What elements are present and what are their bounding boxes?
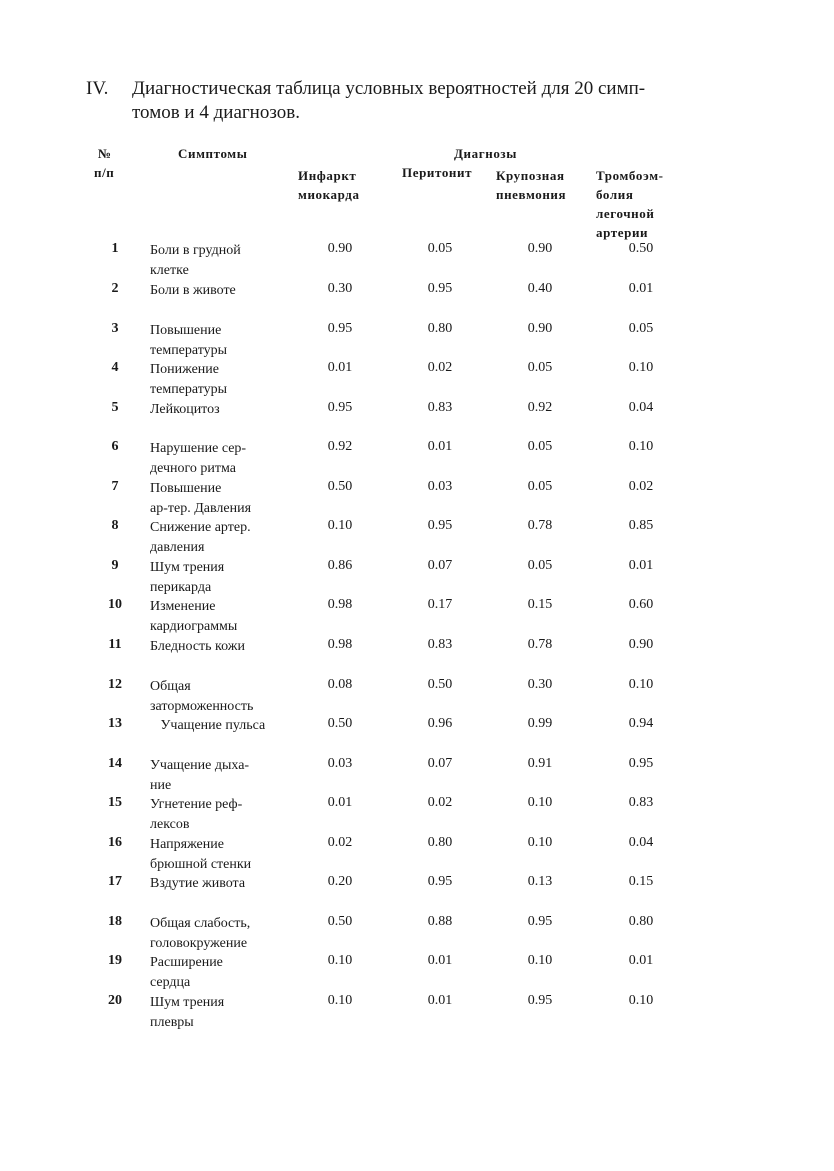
header-diagnosis-1-line-1: Инфаркт xyxy=(298,168,357,183)
row-value-diagnosis-1: 0.03 xyxy=(327,756,353,771)
header-number-label: № xyxy=(98,146,112,161)
row-number: 10 xyxy=(108,597,122,612)
row-value-diagnosis-1: 0.10 xyxy=(327,953,353,968)
row-symptom: Лейкоцитоз xyxy=(150,402,220,417)
row-value-diagnosis-3: 0.10 xyxy=(527,835,553,850)
row-symptom: Снижение артер. давления xyxy=(150,520,251,555)
header-diagnosis-4-line-4: артерии xyxy=(596,225,649,240)
row-symptom: Бледность кожи xyxy=(150,639,245,654)
row-value-diagnosis-2: 0.88 xyxy=(427,914,453,929)
row-value-diagnosis-4: 0.85 xyxy=(628,518,654,533)
row-value-diagnosis-2: 0.01 xyxy=(427,953,453,968)
row-symptom: Понижение температуры xyxy=(150,362,228,397)
row-symptom: Повышение температуры xyxy=(150,323,228,358)
row-value-diagnosis-4: 0.10 xyxy=(628,677,654,692)
row-value-diagnosis-3: 0.40 xyxy=(527,281,553,296)
row-number: 8 xyxy=(111,518,119,533)
row-symptom: Расширение сердца xyxy=(150,955,223,990)
row-value-diagnosis-1: 0.02 xyxy=(327,835,353,850)
row-number: 17 xyxy=(108,874,122,889)
row-symptom: Боли в животе xyxy=(150,283,236,298)
row-value-diagnosis-3: 0.10 xyxy=(527,795,553,810)
row-number: 20 xyxy=(108,993,122,1008)
row-value-diagnosis-2: 0.07 xyxy=(427,558,453,573)
row-value-diagnosis-4: 0.04 xyxy=(628,400,654,415)
row-value-diagnosis-4: 0.04 xyxy=(628,835,654,850)
row-value-diagnosis-1: 0.92 xyxy=(327,439,353,454)
row-symptom: Напряжение брюшной стенки xyxy=(150,837,252,872)
row-value-diagnosis-1: 0.98 xyxy=(327,637,353,652)
row-number: 16 xyxy=(108,835,122,850)
row-value-diagnosis-2: 0.02 xyxy=(427,795,453,810)
row-value-diagnosis-1: 0.50 xyxy=(327,716,353,731)
row-value-diagnosis-4: 0.10 xyxy=(628,360,654,375)
row-symptom: Шум трения перикарда xyxy=(150,560,225,595)
document-title-line-2: томов и 4 диагнозов. xyxy=(132,102,300,123)
header-diagnosis-3-line-1: Крупозная xyxy=(496,168,565,183)
header-number-label-2: п/п xyxy=(94,165,115,180)
row-symptom: Повышение ар-тер. Давления xyxy=(150,481,252,516)
section-number: IV. xyxy=(86,78,109,99)
header-diagnosis-4-line-3: легочной xyxy=(596,206,655,221)
row-value-diagnosis-3: 0.05 xyxy=(527,479,553,494)
row-value-diagnosis-4: 0.01 xyxy=(628,281,654,296)
header-diagnosis-3-line-2: пневмония xyxy=(496,187,567,202)
row-value-diagnosis-2: 0.07 xyxy=(427,756,453,771)
row-number: 3 xyxy=(111,321,119,336)
row-value-diagnosis-4: 0.90 xyxy=(628,637,654,652)
row-value-diagnosis-4: 0.15 xyxy=(628,874,654,889)
row-value-diagnosis-3: 0.99 xyxy=(527,716,553,731)
row-number: 2 xyxy=(111,281,119,296)
row-value-diagnosis-4: 0.10 xyxy=(628,993,654,1008)
row-value-diagnosis-4: 0.05 xyxy=(628,321,654,336)
row-symptom: Общая заторможенность xyxy=(150,679,254,714)
header-diagnosis-1-line-2: миокарда xyxy=(298,187,360,202)
row-symptom: Вздутие живота xyxy=(150,876,246,891)
row-value-diagnosis-2: 0.50 xyxy=(427,677,453,692)
row-value-diagnosis-4: 0.95 xyxy=(628,756,654,771)
row-value-diagnosis-4: 0.02 xyxy=(628,479,654,494)
row-value-diagnosis-3: 0.95 xyxy=(527,993,553,1008)
row-value-diagnosis-3: 0.92 xyxy=(527,400,553,415)
row-value-diagnosis-1: 0.01 xyxy=(327,360,353,375)
row-value-diagnosis-3: 0.91 xyxy=(527,756,553,771)
header-symptoms: Симптомы xyxy=(178,146,248,161)
row-number: 7 xyxy=(111,479,119,494)
row-value-diagnosis-4: 0.94 xyxy=(628,716,654,731)
row-value-diagnosis-1: 0.08 xyxy=(327,677,353,692)
row-value-diagnosis-2: 0.83 xyxy=(427,400,453,415)
row-number: 11 xyxy=(108,637,122,652)
row-value-diagnosis-3: 0.90 xyxy=(527,321,553,336)
row-value-diagnosis-3: 0.78 xyxy=(527,637,553,652)
document-title-line-1: Диагностическая таблица условных вероятностей для 20 симп- xyxy=(132,78,646,99)
row-value-diagnosis-1: 0.98 xyxy=(327,597,353,612)
row-value-diagnosis-4: 0.10 xyxy=(628,439,654,454)
row-number: 14 xyxy=(108,756,122,771)
row-symptom: Боли в грудной клетке xyxy=(150,243,241,278)
header-diagnosis-4-line-2: болия xyxy=(596,187,634,202)
row-symptom: Угнетение реф- лексов xyxy=(150,797,243,832)
row-value-diagnosis-2: 0.95 xyxy=(427,874,453,889)
row-value-diagnosis-3: 0.05 xyxy=(527,439,553,454)
row-value-diagnosis-2: 0.83 xyxy=(427,637,453,652)
row-value-diagnosis-1: 0.95 xyxy=(327,400,353,415)
row-value-diagnosis-2: 0.80 xyxy=(427,321,453,336)
row-value-diagnosis-3: 0.05 xyxy=(527,360,553,375)
header-diagnosis-4-line-1: Тромбоэм- xyxy=(596,168,664,183)
row-value-diagnosis-1: 0.30 xyxy=(327,281,353,296)
row-value-diagnosis-1: 0.10 xyxy=(327,518,353,533)
row-value-diagnosis-1: 0.01 xyxy=(327,795,353,810)
row-number: 19 xyxy=(108,953,122,968)
row-value-diagnosis-1: 0.20 xyxy=(327,874,353,889)
row-value-diagnosis-4: 0.83 xyxy=(628,795,654,810)
row-value-diagnosis-1: 0.95 xyxy=(327,321,353,336)
row-value-diagnosis-2: 0.17 xyxy=(427,597,453,612)
row-number: 18 xyxy=(108,914,122,929)
row-value-diagnosis-1: 0.50 xyxy=(327,479,353,494)
row-symptom: Учащение дыха- ние xyxy=(150,758,250,793)
row-symptom: Общая слабость, головокружение xyxy=(150,916,251,951)
row-value-diagnosis-1: 0.90 xyxy=(327,241,353,256)
row-value-diagnosis-3: 0.95 xyxy=(527,914,553,929)
row-number: 12 xyxy=(108,677,122,692)
header-diagnosis-2-line-1: Перитонит xyxy=(402,165,473,180)
row-value-diagnosis-3: 0.05 xyxy=(527,558,553,573)
row-value-diagnosis-4: 0.60 xyxy=(628,597,654,612)
row-number: 4 xyxy=(111,360,119,375)
row-number: 15 xyxy=(108,795,122,810)
row-value-diagnosis-2: 0.05 xyxy=(427,241,453,256)
row-value-diagnosis-3: 0.15 xyxy=(527,597,553,612)
row-value-diagnosis-1: 0.86 xyxy=(327,558,353,573)
row-value-diagnosis-2: 0.01 xyxy=(427,993,453,1008)
row-number: 5 xyxy=(111,400,119,415)
row-value-diagnosis-3: 0.30 xyxy=(527,677,553,692)
row-value-diagnosis-3: 0.78 xyxy=(527,518,553,533)
row-number: 1 xyxy=(111,241,119,256)
row-value-diagnosis-1: 0.10 xyxy=(327,993,353,1008)
row-value-diagnosis-2: 0.01 xyxy=(427,439,453,454)
row-number: 13 xyxy=(108,716,122,731)
row-number: 9 xyxy=(111,558,119,573)
row-symptom: Нарушение сер- дечного ритма xyxy=(150,441,247,476)
row-value-diagnosis-3: 0.90 xyxy=(527,241,553,256)
row-value-diagnosis-2: 0.02 xyxy=(427,360,453,375)
row-symptom: Учащение пульса xyxy=(150,718,266,733)
row-value-diagnosis-4: 0.01 xyxy=(628,953,654,968)
row-value-diagnosis-2: 0.03 xyxy=(427,479,453,494)
row-value-diagnosis-2: 0.95 xyxy=(427,518,453,533)
row-value-diagnosis-2: 0.96 xyxy=(427,716,453,731)
row-value-diagnosis-3: 0.10 xyxy=(527,953,553,968)
header-diagnoses: Диагнозы xyxy=(454,146,518,161)
row-value-diagnosis-1: 0.50 xyxy=(327,914,353,929)
row-value-diagnosis-3: 0.13 xyxy=(527,874,553,889)
row-value-diagnosis-2: 0.80 xyxy=(427,835,453,850)
row-value-diagnosis-4: 0.01 xyxy=(628,558,654,573)
row-symptom: Шум трения плевры xyxy=(150,995,225,1030)
row-number: 6 xyxy=(111,439,119,454)
row-value-diagnosis-4: 0.50 xyxy=(628,241,654,256)
row-value-diagnosis-4: 0.80 xyxy=(628,914,654,929)
row-symptom: Изменение кардиограммы xyxy=(150,599,238,634)
row-value-diagnosis-2: 0.95 xyxy=(427,281,453,296)
